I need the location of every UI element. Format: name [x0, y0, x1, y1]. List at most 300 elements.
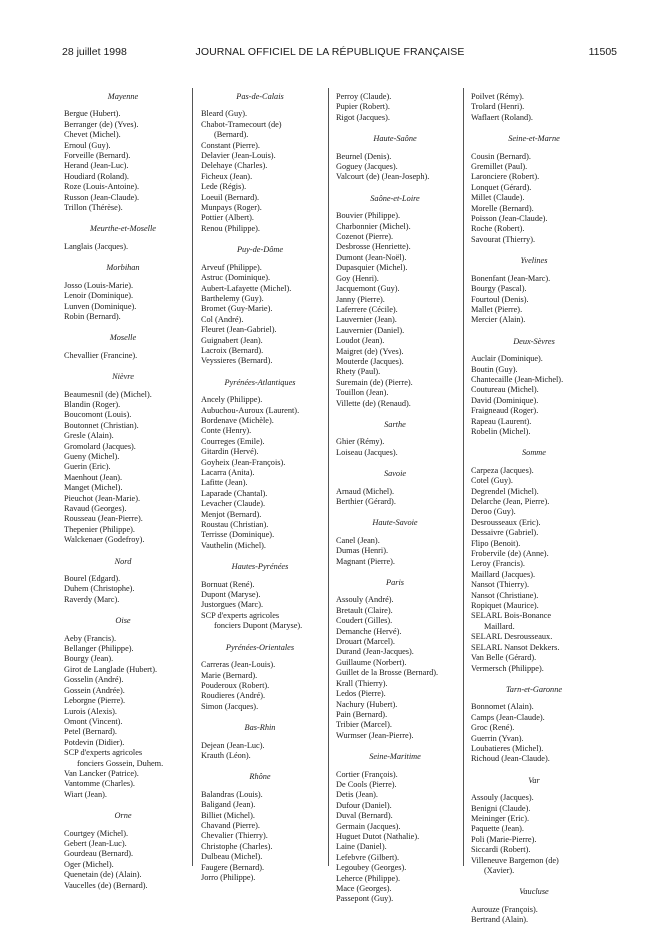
department-heading: Var [528, 775, 540, 785]
expert-name: Savourat (Thierry). [471, 234, 536, 244]
expert-name: Billiet (Michel). [201, 810, 255, 820]
expert-name: Laparade (Chantal). [201, 488, 268, 498]
expert-name: Guillaume (Norbert). [336, 657, 407, 667]
expert-name: Lede (Régis). [201, 182, 247, 192]
expert-name: Laronciere (Robert). [471, 172, 540, 182]
expert-name: Dulbeau (Michel). [201, 852, 263, 862]
expert-name: Chabot-Tramecourt (de) [201, 119, 282, 129]
expert-name: Rhety (Paul). [336, 367, 381, 377]
expert-name: Suremain (de) (Pierre). [336, 377, 413, 387]
expert-name: Lacroix (Bernard). [201, 345, 264, 355]
expert-name: Constant (Pierre). [201, 140, 260, 150]
department-heading: Moselle [109, 333, 137, 343]
expert-name: Guignabert (Jean). [201, 335, 263, 345]
department-heading: Yvelines [520, 256, 548, 266]
expert-name: Poisson (Jean-Claude). [471, 214, 548, 224]
department-section [471, 134, 597, 245]
expert-name: Ropiquet (Maurice). [471, 601, 539, 611]
department-section [471, 776, 597, 877]
expert-name: Gromolard (Jacques). [64, 441, 136, 451]
expert-name: Loubatieres (Michel). [471, 743, 544, 753]
expert-name: Krall (Thierry). [336, 678, 388, 688]
expert-name: Perroy (Claude). [336, 92, 392, 101]
expert-name: Assouly (André). [336, 595, 394, 605]
expert-name: Menjot (Bernard). [201, 509, 262, 519]
expert-name: Coutureau (Michel). [471, 385, 539, 395]
department-heading: Haute-Saône [373, 134, 417, 144]
expert-name: Pottier (Albert). [201, 213, 254, 223]
expert-name: Desbrosse (Henriette). [336, 242, 411, 252]
expert-name: Trillon (Thérèse). [64, 203, 123, 213]
expert-name: Dumas (Henri). [336, 546, 389, 556]
expert-name: Poli (Marie-Pierre). [471, 834, 537, 844]
expert-name: Carpeza (Jacques). [471, 465, 534, 475]
department-heading: Deux-Sèvres [513, 336, 555, 346]
expert-name: Guillet de la Brosse (Bernard). [336, 668, 439, 678]
expert-name: SELARL Desrousseaux. [471, 632, 553, 642]
expert-name: Ravaud (Georges). [64, 504, 127, 513]
expert-name: Valcourt (de) (Jean-Joseph). [336, 172, 430, 182]
expert-name: Van Lancker (Patrice). [64, 768, 139, 778]
expert-name: Simon (Jacques). [201, 701, 259, 711]
department-heading: Pas-de-Calais [236, 92, 284, 101]
expert-name: Legoubey (Georges). [336, 863, 407, 873]
expert-name: Gebert (Jean-Luc). [64, 838, 127, 848]
expert-name: Bergue (Hubert). [64, 109, 121, 119]
expert-name: Groc (René). [471, 723, 515, 733]
expert-name: fonciers Dupont (Maryse). [214, 621, 303, 631]
expert-name: Leroy (Francis). [471, 559, 525, 569]
expert-name: Bourgy (Jean). [64, 654, 114, 664]
expert-name: Dessaivre (Gabriel). [471, 528, 539, 538]
expert-name: Christophe (Charles). [201, 841, 273, 851]
department-heading: Orne [114, 811, 132, 821]
expert-name: Baligand (Jean). [201, 800, 256, 810]
expert-name: Lafitte (Jean). [201, 478, 248, 488]
department-heading: Oise [115, 616, 131, 626]
expert-name: Manget (Michel). [64, 483, 123, 493]
department-heading: Bas-Rhin [244, 723, 276, 733]
department-heading: Seine-Maritime [369, 752, 421, 762]
expert-name: Blandin (Roger). [64, 399, 121, 409]
expert-name: Dejean (Jean-Luc). [201, 740, 265, 750]
department-heading: Morbihan [106, 263, 140, 273]
expert-name: Girot de Langlade (Hubert). [64, 664, 158, 674]
expert-name: Leherce (Philippe). [336, 873, 401, 883]
department-heading: Savoie [383, 469, 407, 479]
expert-name: Ancely (Philippe). [201, 395, 263, 405]
expert-name: Levacher (Claude). [201, 499, 266, 509]
expert-name: Arveuf (Philippe). [201, 262, 262, 272]
expert-name: Degrendel (Michel). [471, 486, 539, 496]
page-header [0, 46, 660, 60]
expert-name: Canel (Jean). [336, 535, 380, 545]
expert-name: Vantomme (Charles). [64, 779, 135, 789]
expert-name: Lonquet (Gérard). [471, 182, 532, 192]
expert-name: SCP d'experts agricoles [64, 748, 143, 758]
expert-name: Waflaert (Roland). [471, 112, 533, 122]
expert-name: Robelin (Michel). [471, 426, 531, 436]
expert-name: Terrisse (Dominique). [201, 530, 275, 540]
expert-name: Lunven (Dominique). [64, 301, 137, 311]
expert-name: Magnant (Pierre). [336, 556, 395, 566]
expert-name: Bertrand (Alain). [471, 915, 529, 925]
expert-name: (Xavier). [484, 866, 515, 875]
expert-name: Aubert-Lafayette (Michel). [201, 283, 292, 293]
department-section [471, 887, 597, 925]
expert-name: Pouderoux (Robert). [201, 680, 270, 690]
expert-name: Wurmser (Jean-Pierre). [336, 730, 414, 740]
expert-name: Gremillet (Paul). [471, 162, 528, 172]
expert-name: Lacarra (Anita). [201, 468, 255, 477]
department-section [471, 337, 597, 438]
department-heading: Nord [114, 556, 132, 566]
expert-name: Berthier (Gérard). [336, 497, 396, 506]
expert-name: Van Belle (Gérard). [471, 653, 537, 663]
expert-name: Balandras (Louis). [201, 789, 263, 799]
expert-name: Lauvernier (Jean). [336, 315, 397, 325]
department-section [64, 811, 182, 891]
expert-name: Janny (Pierre). [336, 294, 385, 304]
column-3 [336, 92, 454, 916]
column-divider [192, 88, 193, 866]
expert-name: Bleard (Guy). [201, 109, 248, 119]
expert-name: Delavier (Jean-Louis). [201, 151, 276, 161]
department-heading: Tarn-et-Garonne [505, 684, 563, 694]
expert-name: Poilvet (Rémy). [471, 92, 525, 101]
department-section [64, 92, 182, 213]
expert-name: Detis (Jean). [336, 790, 378, 800]
department-section [64, 372, 182, 546]
expert-name: Potdevin (Didier). [64, 737, 125, 747]
expert-name: Boucomont (Louis). [64, 410, 132, 420]
expert-name: Arnaud (Michel). [336, 486, 395, 496]
expert-name: Laine (Daniel). [336, 842, 387, 852]
expert-name: Goy (Henri). [336, 273, 379, 283]
expert-name: Nachury (Hubert). [336, 699, 398, 709]
expert-name: Boutin (Guy). [471, 364, 518, 374]
department-heading: Sarthe [384, 419, 406, 429]
expert-name: Charbonnier (Michel). [336, 221, 411, 231]
department-heading: Pyrénées-Orientales [225, 642, 295, 652]
expert-name: Richoud (Jean-Claude). [471, 754, 550, 764]
department-heading: Saône-et-Loire [370, 193, 420, 203]
column-1 [64, 92, 182, 902]
expert-name: Guerin (Eric). [64, 462, 111, 472]
expert-name: Raverdy (Marc). [64, 594, 120, 604]
expert-name: Cotel (Guy). [471, 476, 513, 486]
expert-name: Thepenier (Philippe). [64, 524, 135, 534]
expert-name: Villette (de) (Renaud). [336, 398, 411, 408]
expert-name: Delarche (Jean, Pierre). [471, 497, 550, 506]
expert-name: SCP d'experts agricoles [201, 610, 280, 620]
expert-name: Faugere (Bernard). [201, 862, 265, 872]
expert-name: Rigot (Jacques). [336, 112, 390, 122]
expert-name: Conte (Henry). [201, 426, 252, 436]
expert-name: Fourtoul (Denis). [471, 294, 529, 304]
expert-name: Lauvernier (Daniel). [336, 325, 405, 335]
expert-name: Ficheux (Jean). [201, 171, 253, 181]
expert-name: Loeuil (Bernard). [201, 192, 260, 202]
expert-name: Gueny (Michel). [64, 451, 120, 461]
department-section [64, 557, 182, 606]
expert-name: Benigni (Claude). [471, 803, 531, 813]
expert-name: Chevet (Michel). [64, 130, 121, 140]
expert-name: Vermersch (Philippe). [471, 663, 544, 673]
department-section [336, 92, 454, 123]
department-section [201, 562, 319, 631]
expert-name: Gitardin (Hervé). [201, 447, 259, 457]
department-section [471, 685, 597, 765]
expert-name: SELARL Bois-Bonance [471, 611, 552, 621]
expert-name: Dumont (Jean-Noël). [336, 252, 407, 262]
expert-name: Touillon (Jean). [336, 388, 389, 398]
header-date: 28 juillet 1998 [62, 46, 127, 58]
department-heading: Meurthe-et-Moselle [90, 224, 156, 234]
expert-name: Siccardi (Robert). [471, 845, 531, 855]
department-heading: Puy-de-Dôme [236, 245, 284, 255]
department-section [471, 92, 597, 123]
expert-name: Renou (Philippe). [201, 223, 260, 233]
expert-name: Oger (Michel). [64, 859, 114, 869]
department-section [64, 616, 182, 800]
expert-name: Rousseau (Jean-Pierre). [64, 514, 143, 524]
expert-name: Astruc (Dominique). [201, 273, 271, 283]
expert-name: Assouly (Jacques). [471, 793, 534, 803]
department-heading: Paris [386, 578, 404, 588]
expert-name: Cousin (Bernard). [471, 151, 531, 161]
expert-name: David (Dominique). [471, 395, 539, 405]
expert-name: Krauth (Léon). [201, 750, 251, 760]
expert-name: De Cools (Pierre). [336, 779, 397, 789]
expert-name: Bromet (Guy-Marie). [201, 304, 273, 314]
expert-name: Mace (Georges). [336, 884, 392, 893]
expert-name: Marie (Bernard). [201, 670, 258, 680]
department-section [201, 92, 319, 234]
expert-name: Lenoir (Dominique). [64, 291, 134, 301]
expert-name: Drouart (Marcel). [336, 637, 395, 647]
expert-name: Jacquemont (Guy). [336, 284, 400, 294]
expert-name: Vaucelles (de) (Bernard). [64, 880, 148, 890]
department-heading: Vaucluse [519, 887, 549, 897]
expert-name: Fleuret (Jean-Gabriel). [201, 325, 277, 335]
expert-name: Mercier (Alain). [471, 315, 526, 325]
expert-name: Aubuchou-Auroux (Laurent). [201, 405, 300, 415]
expert-name: Pieuchot (Jean-Marie). [64, 493, 141, 503]
expert-name: Veyssieres (Bernard). [201, 356, 273, 366]
expert-name: Berranger (de) (Yves). [64, 119, 139, 129]
expert-name: Nansot (Thierry). [471, 580, 530, 590]
expert-name: Leborgne (Pierre). [64, 696, 126, 706]
department-heading: Haute-Savoie [372, 518, 418, 528]
expert-name: Passepont (Guy). [336, 894, 394, 904]
expert-name: Lefebvre (Gilbert). [336, 852, 400, 862]
department-section [336, 578, 454, 741]
department-heading: Nièvre [112, 372, 134, 382]
department-section [64, 224, 182, 252]
department-section [336, 752, 454, 905]
expert-name: Nansot (Christiane). [471, 590, 539, 600]
expert-name: Munpays (Roger). [201, 203, 262, 213]
expert-name: Beurnel (Denis). [336, 151, 392, 161]
expert-name: Petel (Bernard). [64, 727, 117, 737]
expert-name: Roche (Robert). [471, 224, 525, 234]
expert-name: Laferrere (Cécile). [336, 304, 398, 314]
expert-name: Langlais (Jacques). [64, 241, 129, 251]
expert-name: Chantecaille (Jean-Michel). [471, 374, 564, 384]
expert-name: Courreges (Emile). [201, 436, 265, 446]
expert-name: Ledos (Pierre). [336, 689, 386, 699]
expert-name: Col (André). [201, 314, 244, 324]
expert-name: fonciers Gossein, Duhem. [77, 758, 164, 768]
expert-name: Vauthelin (Michel). [201, 540, 266, 550]
department-section [201, 723, 319, 761]
expert-name: Auclair (Dominique). [471, 354, 543, 364]
department-heading: Somme [522, 448, 546, 458]
expert-name: Roustau (Christian). [201, 520, 269, 530]
expert-name: Russon (Jean-Claude). [64, 192, 140, 202]
header-page-number: 11505 [588, 46, 617, 58]
expert-name: Maillard (Jacques). [471, 569, 536, 579]
expert-name: Quenetain (de) (Alain). [64, 870, 142, 880]
expert-name: Coudert (Gilles). [336, 616, 393, 626]
expert-name: Forveille (Bernard). [64, 151, 131, 161]
expert-name: Trolard (Henri). [471, 102, 525, 112]
expert-name: Chavand (Pierre). [201, 820, 260, 830]
expert-name: Aeby (Francis). [64, 633, 117, 643]
department-heading: Pyrénées-Atlantiques [224, 377, 296, 387]
department-section [336, 134, 454, 183]
expert-name: Roze (Louis-Antoine). [64, 182, 140, 192]
expert-name: Boutonnet (Christian). [64, 420, 139, 430]
expert-name: Carreras (Jean-Louis). [201, 660, 276, 670]
expert-name: Loiseau (Jacques). [336, 447, 398, 457]
expert-name: (Bernard). [214, 130, 249, 140]
expert-name: Millet (Claude). [471, 193, 525, 203]
expert-name: Frobervile (de) (Anne). [471, 549, 549, 559]
expert-name: Goguey (Jacques). [336, 162, 398, 172]
department-section [201, 378, 319, 552]
expert-name: Omont (Vincent). [64, 716, 123, 726]
expert-name: Gosselin (André). [64, 675, 124, 685]
expert-name: Meininger (Eric). [471, 813, 530, 823]
expert-name: Chevallier (Francine). [64, 350, 138, 360]
expert-name: Bouvier (Philippe). [336, 211, 401, 221]
expert-name: Dupasquier (Michel). [336, 263, 408, 273]
expert-name: Bordenave (Michèle). [201, 415, 274, 425]
expert-name: Ghier (Rémy). [336, 437, 385, 447]
expert-name: Roudieres (André). [201, 691, 266, 701]
expert-name: Dupont (Maryse). [201, 590, 261, 600]
expert-name: Duhem (Christophe). [64, 584, 135, 594]
expert-name: Wiart (Jean). [64, 789, 107, 799]
expert-name: Loudot (Jean). [336, 336, 385, 346]
expert-name: Herand (Jean-Luc). [64, 161, 129, 171]
expert-name: Duval (Bernard). [336, 811, 393, 821]
department-section [471, 256, 597, 325]
expert-name: Maillard. [484, 621, 515, 631]
expert-name: Pupier (Robert). [336, 102, 390, 112]
expert-name: Flipo (Benoit). [471, 538, 521, 548]
expert-name: Mallet (Pierre). [471, 304, 523, 314]
expert-name: Tribier (Marcel). [336, 720, 392, 730]
expert-name: Huguet Dutot (Nathalie). [336, 831, 420, 841]
expert-name: Guerrin (Yvan). [471, 733, 524, 743]
expert-name: Mouterde (Jacques). [336, 356, 404, 366]
expert-name: Delehaye (Charles). [201, 161, 268, 171]
department-section [64, 263, 182, 322]
expert-name: Walckenaer (Godefroy). [64, 535, 145, 545]
expert-name: Morelle (Bernard). [471, 203, 534, 213]
expert-name: Robin (Bernard). [64, 311, 121, 321]
expert-name: Gossein (Andrée). [64, 685, 125, 695]
expert-name: Bourgy (Pascal). [471, 284, 527, 294]
expert-name: Rapeau (Laurent). [471, 416, 532, 426]
column-2 [201, 92, 319, 894]
expert-name: Bornuat (René). [201, 579, 255, 589]
expert-name: Pain (Bernard). [336, 709, 388, 719]
department-section [336, 518, 454, 567]
department-section [336, 420, 454, 458]
expert-name: Bourel (Edgard). [64, 574, 121, 584]
expert-name: SELARL Nansot Dekkers. [471, 642, 560, 652]
expert-name: Villeneuve Bargemon (de) [471, 855, 559, 865]
expert-name: Maenhout (Jean). [64, 472, 123, 482]
expert-name: Deroo (Guy). [471, 507, 516, 517]
department-section [201, 245, 319, 366]
column-4 [471, 92, 597, 937]
expert-name: Cozenot (Pierre). [336, 232, 394, 242]
expert-name: Paquette (Jean). [471, 824, 524, 834]
expert-name: Camps (Jean-Claude). [471, 712, 545, 722]
expert-name: Goyheix (Jean-François). [201, 457, 286, 467]
expert-name: Barthelemy (Guy). [201, 293, 264, 303]
header-title: JOURNAL OFFICIEL DE LA RÉPUBLIQUE FRANÇAISE [195, 46, 465, 58]
expert-name: Houdiard (Roland). [64, 171, 129, 181]
department-heading: Seine-et-Marne [508, 134, 560, 144]
expert-name: Aurouze (François). [471, 904, 538, 914]
expert-name: Bellanger (Philippe). [64, 644, 134, 654]
expert-name: Dufour (Daniel). [336, 800, 392, 810]
department-section [471, 448, 597, 674]
department-heading: Rhône [249, 772, 271, 782]
expert-name: Gresle (Alain). [64, 431, 114, 441]
expert-name: Fraigneaud (Roger). [471, 406, 539, 416]
expert-name: Courtgey (Michel). [64, 828, 129, 838]
department-section [336, 469, 454, 507]
expert-name: Cortier (François). [336, 769, 398, 779]
department-heading: Mayenne [107, 92, 139, 101]
expert-name: Justorgues (Marc). [201, 600, 264, 610]
expert-name: Durand (Jean-Jacques). [336, 647, 414, 657]
department-section [201, 643, 319, 712]
column-divider [328, 88, 329, 866]
department-section [64, 333, 182, 361]
department-section [201, 772, 319, 883]
expert-name: Beaumesnil (de) (Michel). [64, 389, 152, 399]
expert-name: Lurois (Alexis). [64, 706, 117, 716]
expert-name: Bonenfant (Jean-Marc). [471, 273, 551, 283]
department-heading: Hautes-Pyrénées [231, 562, 289, 572]
department-section [336, 194, 454, 409]
expert-name: Gourdeau (Bernard). [64, 849, 134, 859]
expert-name: Ernoul (Guy). [64, 140, 111, 150]
expert-name: Maigret (de) (Yves). [336, 346, 404, 356]
column-divider [463, 88, 464, 866]
expert-name: Demanche (Hervé). [336, 626, 402, 636]
expert-name: Josso (Louis-Marie). [64, 280, 134, 290]
expert-name: Bretault (Claire). [336, 605, 393, 615]
